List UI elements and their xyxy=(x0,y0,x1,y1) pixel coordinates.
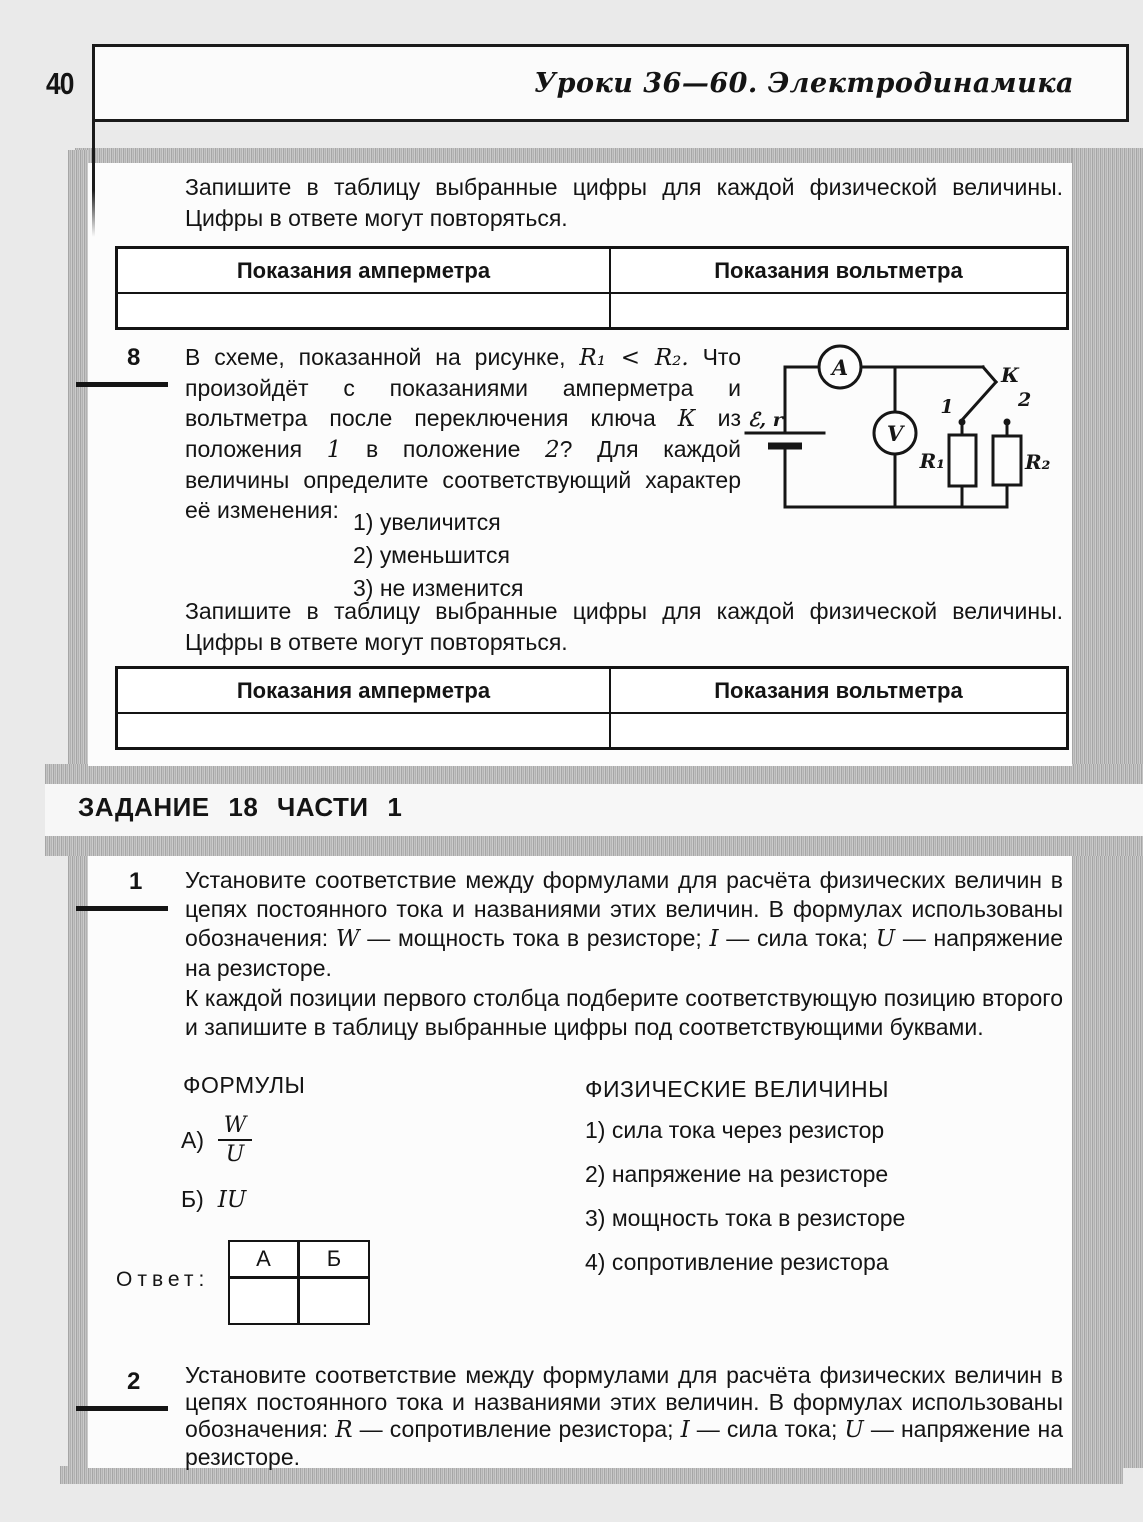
formula-b-label: Б) xyxy=(181,1186,204,1212)
section-heading: ЗАДАНИЕ 18 ЧАСТИ 1 xyxy=(78,792,403,822)
text-segment: Установите соответствие между формулами для расчёта физических величин в цепях постоянного тока и названиями этих величин. В формулах использованы обозначения: xyxy=(185,867,1063,951)
readings-table-1 xyxy=(115,246,1069,330)
quantity-1: 1) сила тока через резистор xyxy=(585,1117,885,1143)
math-var-w: W xyxy=(335,926,360,952)
math-pos-1: 1 xyxy=(326,437,342,463)
answer-col-a-header: А xyxy=(230,1242,300,1279)
fraction-bar xyxy=(218,1139,252,1141)
battery-icon xyxy=(746,433,824,446)
fraction-denominator: U xyxy=(225,1142,245,1167)
page-number: 40 xyxy=(46,66,74,101)
answer-cell-a xyxy=(230,1279,300,1323)
answer-label: Ответ: xyxy=(116,1268,210,1291)
chapter-title: Уроки 36—60. Электродинамика xyxy=(534,67,1074,99)
text-segment: — мощность тока в резисторе; xyxy=(359,925,710,951)
texture-strip-left-upper xyxy=(68,150,88,766)
quantity-2: 2) напряжение на резисторе xyxy=(585,1161,889,1187)
col-voltmeter: Показания вольтметра xyxy=(714,678,963,703)
resistor-r1 xyxy=(949,435,976,486)
table-note-2: Запишите в таблицу выбранные цифры для каждой физической величины. Цифры в ответе могут повторяться. xyxy=(185,598,1063,655)
running-header xyxy=(92,44,1129,122)
problem-1-number: 1 xyxy=(129,868,143,895)
ammeter-icon xyxy=(819,346,861,388)
answer-cell-ammeter xyxy=(118,714,611,747)
circuit-diagram xyxy=(740,342,1052,550)
formula-a-label: А) xyxy=(181,1126,204,1153)
resistor-r2 xyxy=(993,436,1021,485)
quantity-4: 4) сопротивление резистора xyxy=(585,1249,889,1275)
math-var-u: U xyxy=(844,1417,864,1443)
text-segment: Установите соответствие между формулами для расчёта физических величин в цепях постоянного тока и названиями этих величин. В формулах использованы обозначения: xyxy=(185,1362,1063,1442)
problem-8-options xyxy=(353,506,524,605)
table-note-1: Запишите в таблицу выбранные цифры для каждой физической величины. Цифры в ответе могут повторяться. xyxy=(185,174,1063,231)
math-var-i: I xyxy=(709,926,719,952)
emf-label: ℰ, r xyxy=(748,409,783,431)
text-segment: из положения xyxy=(185,405,741,462)
math-r1-lt-r2: R₁ < R₂. xyxy=(579,345,689,371)
math-var-r: R xyxy=(335,1417,353,1443)
problem-8-text xyxy=(185,342,741,525)
ammeter-label: A xyxy=(831,355,849,380)
math-switch-k: К xyxy=(677,406,696,432)
option-1: 1) увеличится xyxy=(353,509,501,535)
texture-strip-right-upper xyxy=(1072,148,1143,766)
readings-table-2-answer-row xyxy=(118,714,1066,747)
answer-table xyxy=(228,1240,370,1325)
math-pos-2: 2 xyxy=(545,437,560,463)
text-segment: — сила тока; xyxy=(689,1416,845,1442)
text-segment: Что произойдёт с показаниями амперметра и вольтметра после переключения ключа xyxy=(185,344,741,431)
text-segment: — напряжение на резисторе. xyxy=(185,925,1063,981)
fraction-numerator: W xyxy=(223,1113,247,1138)
problem-1-rule xyxy=(76,906,168,911)
formula-b-expression: IU xyxy=(217,1186,247,1213)
text-segment: В схеме, показанной на рисунке, xyxy=(185,344,580,370)
formula-a-fraction xyxy=(218,1114,252,1166)
problem-8-rule xyxy=(76,382,168,387)
readings-table-1-answer-row xyxy=(118,294,1066,327)
math-var-u: U xyxy=(875,926,896,952)
formula-item-b xyxy=(181,1186,246,1213)
switch-icon xyxy=(959,382,1011,426)
r2-label: R₂ xyxy=(1025,450,1051,474)
text-segment: ? Для каждой величины определите соответствующий характер её изменения: xyxy=(185,436,741,523)
option-3: 3) не изменится xyxy=(353,575,524,601)
problem-1-instruction: К каждой позиции первого столбца подберите соответствующую позицию второго и запишите в таблицу выбранные цифры под соответствующими буквами. xyxy=(185,985,1063,1040)
answer-cell-ammeter xyxy=(118,294,611,327)
quantities-list xyxy=(585,1116,905,1292)
formulas-title: ФОРМУЛЫ xyxy=(183,1072,306,1098)
contact-2-label: 2 xyxy=(1018,389,1032,411)
problem-1-text xyxy=(185,866,1063,983)
problem-8-number: 8 xyxy=(127,344,141,371)
readings-table-2 xyxy=(115,666,1069,750)
option-2: 2) уменьшится xyxy=(353,542,510,568)
col-ammeter: Показания амперметра xyxy=(118,669,611,712)
texture-strip-right-lower xyxy=(1072,856,1143,1468)
text-segment: в положение xyxy=(341,436,546,462)
readings-table-2-header xyxy=(118,669,1066,714)
text-segment: — напряжение на резисторе. xyxy=(185,1416,1063,1470)
col-ammeter: Показания амперметра xyxy=(118,249,611,292)
texture-strip-top xyxy=(75,148,1092,163)
voltmeter-label: V xyxy=(886,421,904,446)
header-left-rule xyxy=(92,119,95,237)
problem-2-number: 2 xyxy=(127,1368,141,1395)
problem-2-rule xyxy=(76,1406,168,1411)
switch-label: К xyxy=(1001,363,1020,387)
texture-strip-mid2 xyxy=(45,836,1143,856)
formula-item-a xyxy=(181,1114,252,1166)
quantities-title: ФИЗИЧЕСКИЕ ВЕЛИЧИНЫ xyxy=(585,1076,890,1102)
problem-2-text xyxy=(185,1362,1063,1471)
quantity-3: 3) мощность тока в резисторе xyxy=(585,1205,906,1231)
text-segment: — сила тока; xyxy=(718,925,876,951)
answer-cell-b xyxy=(300,1279,368,1323)
texture-strip-mid1 xyxy=(45,764,1143,784)
voltmeter-icon xyxy=(874,412,916,454)
contact-1-label: 1 xyxy=(940,396,954,418)
r1-label: R₁ xyxy=(919,449,945,473)
text-segment: — сопротивление резистора; xyxy=(352,1416,681,1442)
math-var-i: I xyxy=(680,1417,690,1443)
texture-strip-left-lower xyxy=(68,856,88,1468)
col-voltmeter: Показания вольтметра xyxy=(714,258,963,283)
answer-col-b-header: Б xyxy=(300,1242,368,1279)
readings-table-1-header xyxy=(118,249,1066,294)
